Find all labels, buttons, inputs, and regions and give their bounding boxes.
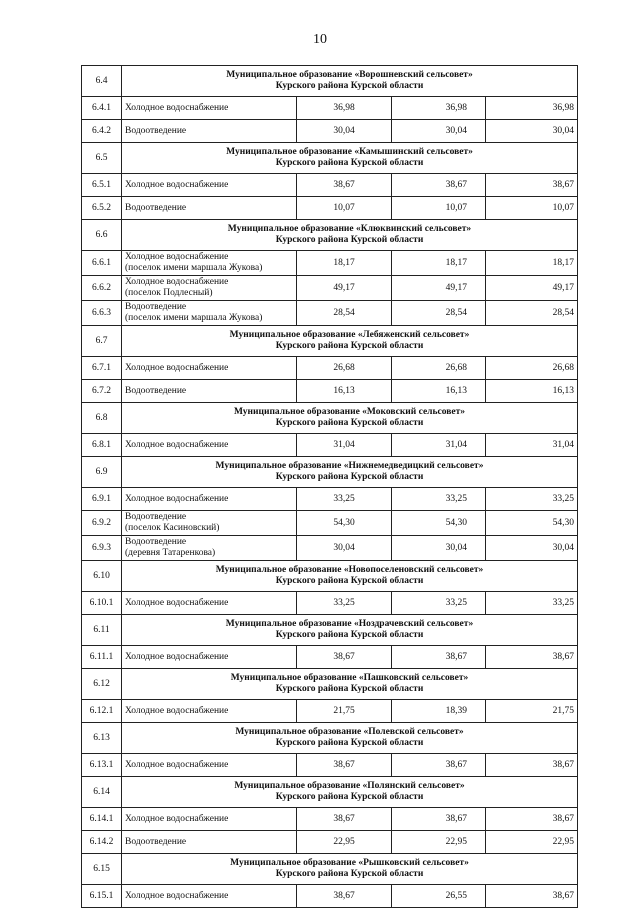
service-name-line: Холодное водоснабжение xyxy=(125,759,229,770)
municipality-header-row xyxy=(82,326,578,357)
tariff-value-1: 10,07 xyxy=(297,197,392,220)
service-name-line: Холодное водоснабжение xyxy=(125,439,229,450)
tariff-value-3: 38,67 xyxy=(486,646,578,669)
municipality-title xyxy=(122,561,578,592)
municipality-header-row xyxy=(82,66,578,97)
tariff-value-2: 38,67 xyxy=(392,646,486,669)
item-number: 6.12.1 xyxy=(82,700,122,723)
municipality-title-line: Курского района Курской области xyxy=(275,472,424,482)
service-name xyxy=(122,120,297,143)
tariff-row xyxy=(82,301,578,326)
tariff-value-1: 38,67 xyxy=(297,885,392,908)
tariff-value-3: 18,17 xyxy=(486,251,578,276)
tariff-value-2: 30,04 xyxy=(392,120,486,143)
service-name xyxy=(122,97,297,120)
tariff-row xyxy=(82,197,578,220)
tariff-value-1: 33,25 xyxy=(297,592,392,615)
service-name-line: Холодное водоснабжение xyxy=(125,179,229,190)
service-name xyxy=(122,754,297,777)
item-number: 6.11.1 xyxy=(82,646,122,669)
tariff-row xyxy=(82,831,578,854)
tariff-row xyxy=(82,511,578,536)
tariff-value-3: 36,98 xyxy=(486,97,578,120)
service-name-line: Водоотведение xyxy=(125,202,187,213)
item-number: 6.4.1 xyxy=(82,97,122,120)
tariff-row xyxy=(82,357,578,380)
tariff-row xyxy=(82,488,578,511)
service-name xyxy=(122,592,297,615)
tariff-value-3: 30,04 xyxy=(486,536,578,561)
section-number: 6.4 xyxy=(82,66,122,97)
section-number: 6.15 xyxy=(82,854,122,885)
item-number: 6.9.1 xyxy=(82,488,122,511)
service-name xyxy=(122,488,297,511)
tariff-value-2: 10,07 xyxy=(392,197,486,220)
item-number: 6.7.1 xyxy=(82,357,122,380)
service-name-line: Водоотведение xyxy=(125,537,187,547)
tariff-value-1: 26,68 xyxy=(297,357,392,380)
municipality-title-line: Муниципальное образование «Моковский сельсовет» xyxy=(233,406,466,417)
municipality-header-row xyxy=(82,561,578,592)
tariff-value-1: 54,30 xyxy=(297,511,392,536)
section-number: 6.9 xyxy=(82,457,122,488)
tariff-row xyxy=(82,380,578,403)
service-name xyxy=(122,197,297,220)
tariff-value-2: 30,04 xyxy=(392,536,486,561)
service-name-line: (поселок Подлесный) xyxy=(125,288,213,298)
item-number: 6.14.1 xyxy=(82,808,122,831)
tariff-value-1: 31,04 xyxy=(297,434,392,457)
item-number: 6.9.2 xyxy=(82,511,122,536)
service-name xyxy=(122,357,297,380)
service-name-line: Водоотведение xyxy=(125,302,187,312)
municipality-title xyxy=(122,723,578,754)
tariff-table-body xyxy=(82,66,578,908)
municipality-title xyxy=(122,457,578,488)
municipality-title-line: Курского района Курской области xyxy=(275,738,424,748)
service-name-line: Водоотведение xyxy=(125,836,187,847)
municipality-title-line: Муниципальное образование «Полевской сельсовет» xyxy=(235,726,464,737)
item-number: 6.6.1 xyxy=(82,251,122,276)
service-name xyxy=(122,301,297,326)
municipality-title-line: Курского района Курской области xyxy=(275,418,424,428)
section-number: 6.6 xyxy=(82,220,122,251)
item-number: 6.5.1 xyxy=(82,174,122,197)
tariff-row xyxy=(82,174,578,197)
item-number: 6.5.2 xyxy=(82,197,122,220)
municipality-title xyxy=(122,143,578,174)
tariff-value-2: 26,55 xyxy=(392,885,486,908)
service-name xyxy=(122,831,297,854)
item-number: 6.9.3 xyxy=(82,536,122,561)
municipality-title-line: Муниципальное образование «Рышковский сельсовет» xyxy=(230,857,469,868)
municipality-title-line: Курского района Курской области xyxy=(275,630,424,640)
item-number: 6.10.1 xyxy=(82,592,122,615)
service-name xyxy=(122,700,297,723)
service-name-line: Водоотведение xyxy=(125,125,187,136)
service-name-line: Холодное водоснабжение xyxy=(125,252,229,262)
section-number: 6.12 xyxy=(82,669,122,700)
service-name-line: Водоотведение xyxy=(125,385,187,396)
municipality-title xyxy=(122,220,578,251)
tariff-row xyxy=(82,646,578,669)
service-name-line: (поселок Касиновский) xyxy=(125,523,220,533)
municipality-title-line: Муниципальное образование «Новопоселеновский сельсовет» xyxy=(215,564,484,575)
service-name-line: Холодное водоснабжение xyxy=(125,493,229,504)
tariff-value-1: 28,54 xyxy=(297,301,392,326)
section-number: 6.14 xyxy=(82,777,122,808)
tariff-row xyxy=(82,120,578,143)
service-name-line: Холодное водоснабжение xyxy=(125,651,229,662)
tariff-value-3: 22,95 xyxy=(486,831,578,854)
municipality-header-row xyxy=(82,669,578,700)
tariff-value-3: 33,25 xyxy=(486,592,578,615)
tariff-value-2: 28,54 xyxy=(392,301,486,326)
municipality-title-line: Курского района Курской области xyxy=(275,81,424,91)
tariff-value-1: 49,17 xyxy=(297,276,392,301)
tariff-row xyxy=(82,97,578,120)
service-name-line: Холодное водоснабжение xyxy=(125,890,229,901)
municipality-title-line: Курского района Курской области xyxy=(275,869,424,879)
item-number: 6.14.2 xyxy=(82,831,122,854)
item-number: 6.6.2 xyxy=(82,276,122,301)
service-name-line: (деревня Татаренкова) xyxy=(125,548,216,558)
tariff-value-2: 22,95 xyxy=(392,831,486,854)
tariff-row xyxy=(82,808,578,831)
item-number: 6.6.3 xyxy=(82,301,122,326)
service-name xyxy=(122,885,297,908)
tariff-value-1: 21,75 xyxy=(297,700,392,723)
section-number: 6.7 xyxy=(82,326,122,357)
tariff-value-3: 54,30 xyxy=(486,511,578,536)
service-name xyxy=(122,380,297,403)
service-name xyxy=(122,808,297,831)
municipality-header-row xyxy=(82,854,578,885)
service-name-line: Холодное водоснабжение xyxy=(125,813,229,824)
tariff-row xyxy=(82,592,578,615)
item-number: 6.4.2 xyxy=(82,120,122,143)
tariff-row xyxy=(82,434,578,457)
municipality-title xyxy=(122,66,578,97)
service-name-line: Холодное водоснабжение xyxy=(125,362,229,373)
municipality-header-row xyxy=(82,777,578,808)
tariff-value-3: 21,75 xyxy=(486,700,578,723)
tariff-value-3: 33,25 xyxy=(486,488,578,511)
service-name-line: Водоотведение xyxy=(125,512,187,522)
service-name-line: (поселок имени маршала Жукова) xyxy=(125,263,263,273)
municipality-title-line: Курского района Курской области xyxy=(275,235,424,245)
tariff-value-1: 36,98 xyxy=(297,97,392,120)
municipality-title-line: Муниципальное образование «Полянский сельсовет» xyxy=(234,780,465,791)
municipality-title-line: Курского района Курской области xyxy=(275,341,424,351)
item-number: 6.7.2 xyxy=(82,380,122,403)
service-name xyxy=(122,434,297,457)
tariff-value-2: 16,13 xyxy=(392,380,486,403)
tariff-value-1: 38,67 xyxy=(297,808,392,831)
tariff-table xyxy=(81,65,578,908)
municipality-title-line: Муниципальное образование «Нижнемедведицкий сельсовет» xyxy=(215,460,484,471)
service-name xyxy=(122,174,297,197)
municipality-title-line: Муниципальное образование «Клюквинский сельсовет» xyxy=(227,223,472,234)
tariff-value-1: 16,13 xyxy=(297,380,392,403)
tariff-value-2: 38,67 xyxy=(392,754,486,777)
tariff-value-1: 38,67 xyxy=(297,174,392,197)
tariff-row xyxy=(82,251,578,276)
service-name xyxy=(122,251,297,276)
service-name-line: (поселок имени маршала Жукова) xyxy=(125,313,263,323)
tariff-row xyxy=(82,885,578,908)
municipality-header-row xyxy=(82,615,578,646)
tariff-value-3: 30,04 xyxy=(486,120,578,143)
tariff-value-3: 26,68 xyxy=(486,357,578,380)
municipality-title-line: Муниципальное образование «Ноздрачевский сельсовет» xyxy=(225,618,474,629)
tariff-row xyxy=(82,276,578,301)
service-name xyxy=(122,536,297,561)
municipality-header-row xyxy=(82,723,578,754)
tariff-value-3: 31,04 xyxy=(486,434,578,457)
municipality-title xyxy=(122,854,578,885)
tariff-row xyxy=(82,754,578,777)
tariff-value-3: 38,67 xyxy=(486,754,578,777)
municipality-title-line: Курского района Курской области xyxy=(275,684,424,694)
tariff-value-3: 38,67 xyxy=(486,808,578,831)
tariff-value-2: 31,04 xyxy=(392,434,486,457)
tariff-value-2: 49,17 xyxy=(392,276,486,301)
municipality-title xyxy=(122,615,578,646)
section-number: 6.11 xyxy=(82,615,122,646)
tariff-value-2: 54,30 xyxy=(392,511,486,536)
municipality-title xyxy=(122,669,578,700)
municipality-header-row xyxy=(82,220,578,251)
tariff-value-3: 28,54 xyxy=(486,301,578,326)
tariff-value-2: 33,25 xyxy=(392,488,486,511)
tariff-value-2: 33,25 xyxy=(392,592,486,615)
municipality-title xyxy=(122,403,578,434)
service-name xyxy=(122,276,297,301)
municipality-header-row xyxy=(82,143,578,174)
tariff-value-2: 38,67 xyxy=(392,808,486,831)
tariff-value-3: 49,17 xyxy=(486,276,578,301)
section-number: 6.5 xyxy=(82,143,122,174)
tariff-value-1: 30,04 xyxy=(297,536,392,561)
section-number: 6.13 xyxy=(82,723,122,754)
service-name-line: Холодное водоснабжение xyxy=(125,705,229,716)
item-number: 6.8.1 xyxy=(82,434,122,457)
tariff-value-1: 33,25 xyxy=(297,488,392,511)
tariff-row xyxy=(82,536,578,561)
tariff-value-3: 38,67 xyxy=(486,174,578,197)
tariff-value-1: 18,17 xyxy=(297,251,392,276)
tariff-value-3: 38,67 xyxy=(486,885,578,908)
service-name-line: Холодное водоснабжение xyxy=(125,277,229,287)
service-name-line: Холодное водоснабжение xyxy=(125,102,229,113)
service-name xyxy=(122,511,297,536)
tariff-value-3: 10,07 xyxy=(486,197,578,220)
tariff-value-2: 26,68 xyxy=(392,357,486,380)
service-name xyxy=(122,646,297,669)
section-number: 6.8 xyxy=(82,403,122,434)
tariff-value-2: 18,39 xyxy=(392,700,486,723)
page-number: 10 xyxy=(313,32,327,47)
item-number: 6.15.1 xyxy=(82,885,122,908)
tariff-value-2: 18,17 xyxy=(392,251,486,276)
tariff-value-1: 30,04 xyxy=(297,120,392,143)
tariff-value-1: 22,95 xyxy=(297,831,392,854)
tariff-value-3: 16,13 xyxy=(486,380,578,403)
municipality-title-line: Муниципальное образование «Камышинский сельсовет» xyxy=(226,146,473,157)
municipality-title xyxy=(122,326,578,357)
municipality-title-line: Курского района Курской области xyxy=(275,792,424,802)
municipality-title-line: Курского района Курской области xyxy=(275,576,424,586)
tariff-value-1: 38,67 xyxy=(297,754,392,777)
municipality-header-row xyxy=(82,457,578,488)
municipality-title-line: Муниципальное образование «Ворошневский сельсовет» xyxy=(226,69,473,80)
item-number: 6.13.1 xyxy=(82,754,122,777)
tariff-value-2: 36,98 xyxy=(392,97,486,120)
tariff-row xyxy=(82,700,578,723)
municipality-header-row xyxy=(82,403,578,434)
tariff-value-1: 38,67 xyxy=(297,646,392,669)
service-name-line: Холодное водоснабжение xyxy=(125,597,229,608)
section-number: 6.10 xyxy=(82,561,122,592)
municipality-title-line: Муниципальное образование «Лебяженский сельсовет» xyxy=(229,329,470,340)
municipality-title-line: Муниципальное образование «Пашковский сельсовет» xyxy=(230,672,469,683)
tariff-value-2: 38,67 xyxy=(392,174,486,197)
municipality-title-line: Курского района Курской области xyxy=(275,158,424,168)
municipality-title xyxy=(122,777,578,808)
